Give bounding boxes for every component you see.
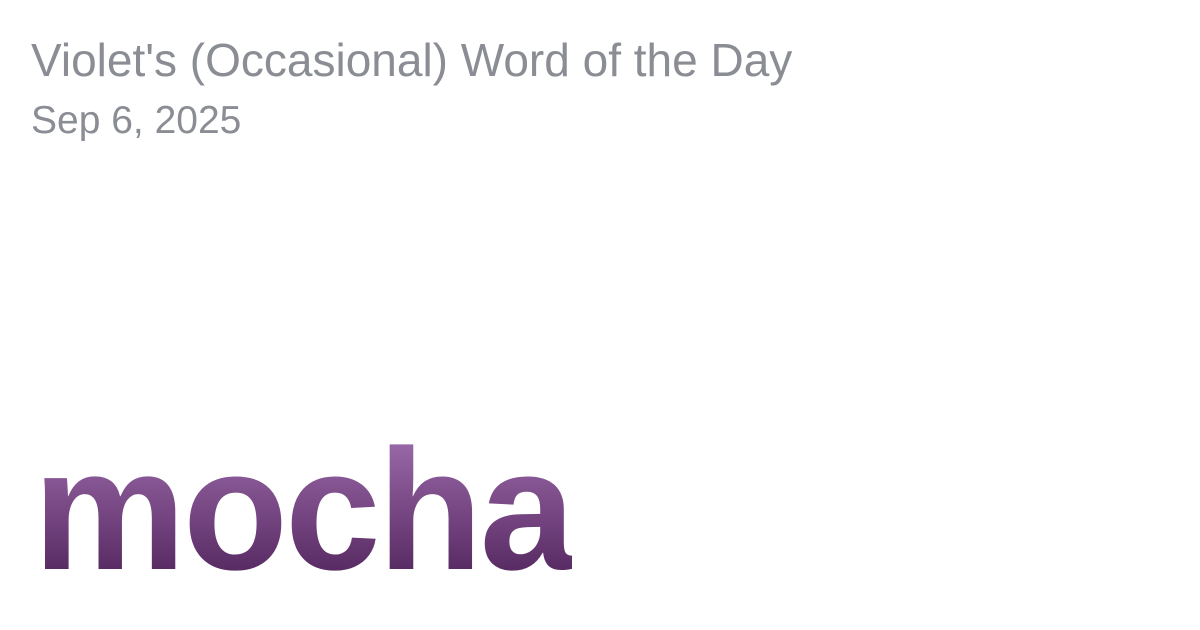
featured-word: mocha: [33, 414, 573, 606]
site-title: Violet's (Occasional) Word of the Day: [31, 34, 793, 86]
post-date: Sep 6, 2025: [31, 99, 242, 142]
